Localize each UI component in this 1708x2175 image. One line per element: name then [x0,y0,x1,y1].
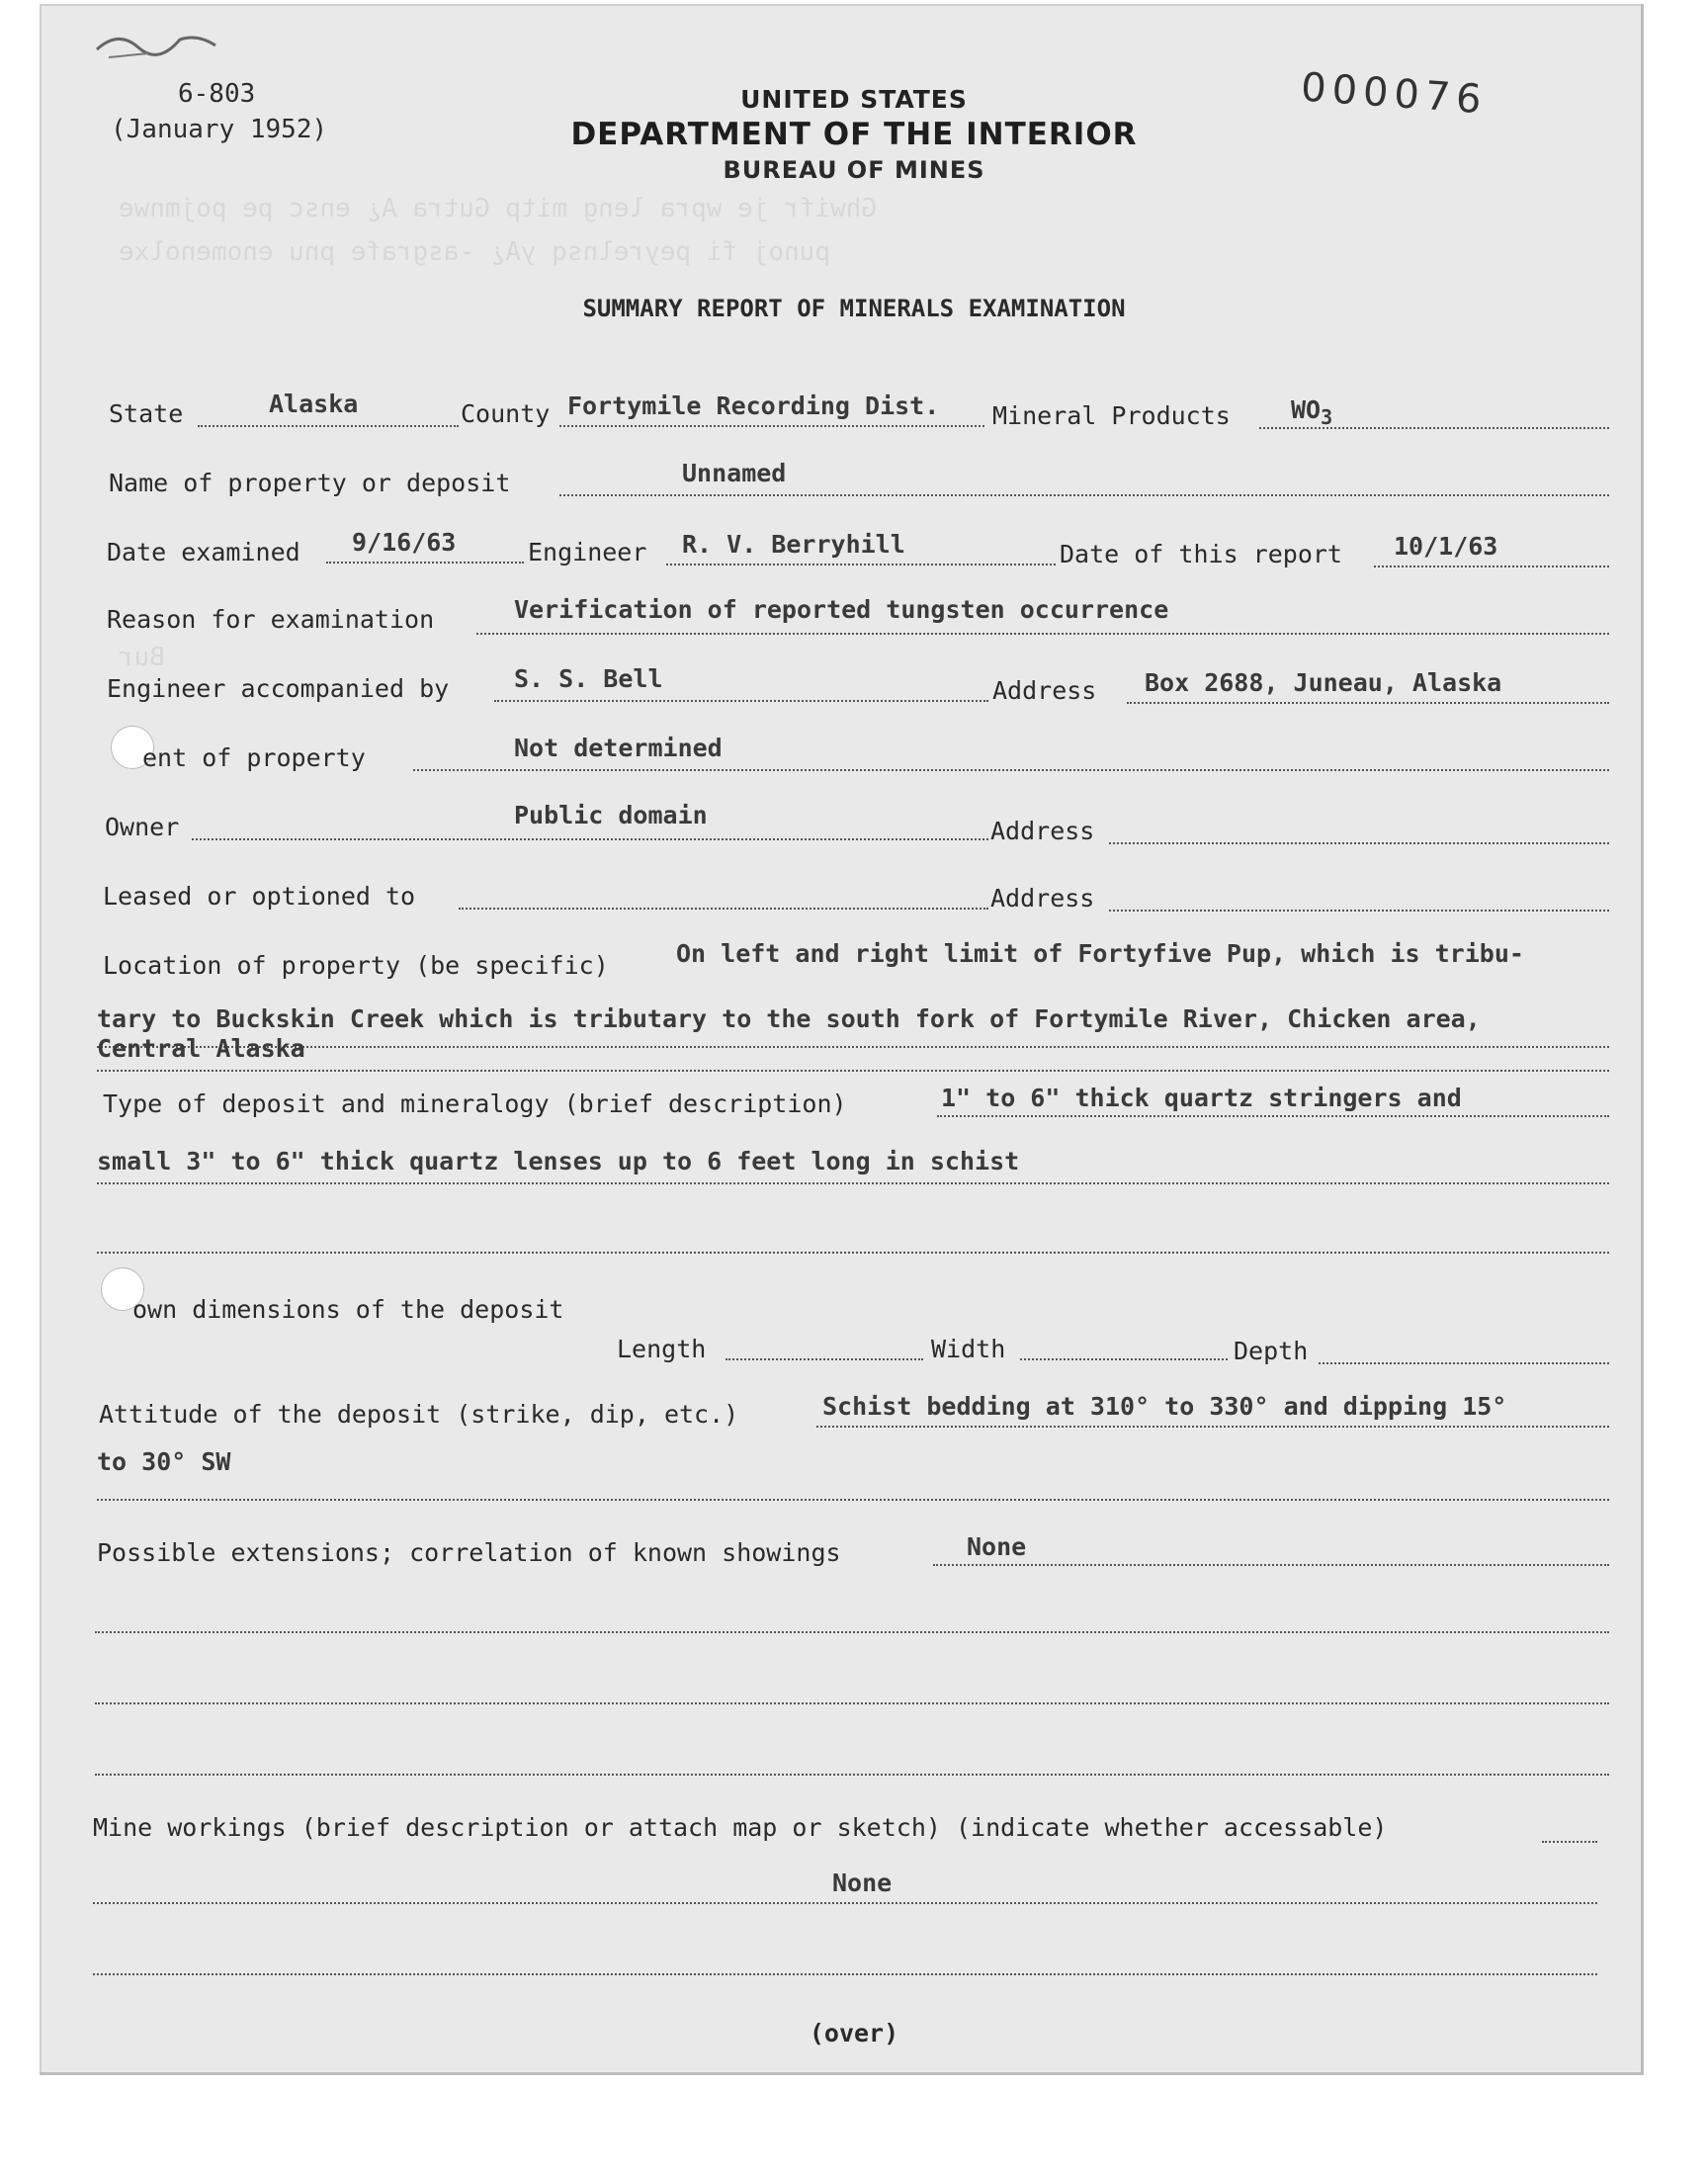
attitude-value-line1: Schist bedding at 310° to 330° and dipping 15° [822,1392,1507,1421]
over-note: (over) [809,2019,899,2047]
attitude-label: Attitude of the deposit (strike, dip, etc.) [99,1400,739,1429]
leased-address-line [1109,910,1609,912]
dimensions-label: own dimensions of the deposit [132,1295,564,1324]
document-number: 000076 [1299,64,1490,124]
property-label: Name of property or deposit [109,469,511,497]
owner-address-line [1109,842,1609,844]
engineer-line [666,564,1056,566]
date-report-line [1374,566,1609,567]
workings-value: None [832,1869,893,1897]
accompanied-label: Engineer accompanied by [107,674,450,703]
bleed-through-text: punoj fi peyrelnsq yA¿ -asgrafe pnu enomenolxe [119,237,831,267]
type-value-line1: 1" to 6" thick quartz stringers and [941,1084,1462,1112]
extensions-label: Possible extensions; correlation of known showings [97,1538,841,1567]
handwritten-mark [89,10,227,69]
location-line [97,1070,1609,1072]
extensions-line [933,1564,1609,1566]
location-value-line3: Central Alaska [97,1034,305,1063]
attitude-value-line2: to 30° SW [97,1447,231,1476]
workings-line [1542,1841,1597,1843]
form-id: 6-803 [178,79,256,109]
state-value: Alaska [269,390,359,418]
bleed-through-text: Ghwifr je wpra leng mitp Gutra A¿ ensc pe pojmnwe [119,194,878,223]
leased-label: Leased or optioned to [103,882,416,911]
accompanied-line [494,700,988,702]
date-report-label: Date of this report [1060,540,1342,568]
extensions-line [95,1774,1609,1776]
owner-line [192,838,988,840]
accompanied-value: S. S. Bell [514,664,663,693]
type-line [937,1115,1609,1117]
type-line [97,1252,1609,1254]
header-country: UNITED STATES [740,85,968,114]
accompanied-address-value: Box 2688, Juneau, Alaska [1145,668,1502,697]
mineral-label: Mineral Products [992,401,1231,430]
accompanied-address-line [1127,702,1609,704]
type-value-line2: small 3" to 6" thick quartz lenses up to 6 feet long in schist [97,1147,1020,1175]
attitude-line [816,1426,1609,1428]
accompanied-address-label: Address [992,676,1097,705]
length-line [726,1358,923,1360]
workings-label: Mine workings (brief description or attach map or sketch) (indicate whether accessable) [93,1813,1388,1842]
workings-line [93,1973,1597,1975]
property-line [559,494,1609,496]
attitude-line [97,1499,1609,1501]
county-value: Fortymile Recording Dist. [567,392,940,420]
header-department: DEPARTMENT OF THE INTERIOR [570,117,1138,152]
extent-label: ent of property [142,743,366,772]
location-label: Location of property (be specific) [103,951,609,980]
county-label: County [461,399,551,428]
leased-address-label: Address [990,884,1095,913]
mineral-value: $WO_3$ [1291,395,1333,429]
extensions-line [95,1631,1609,1633]
extent-line [413,769,1609,771]
type-line [97,1182,1609,1184]
date-report-value: 10/1/63 [1394,532,1498,561]
header-bureau: BUREAU OF MINES [723,156,985,184]
engineer-value: R. V. Berryhill [682,530,905,559]
extensions-line [95,1702,1609,1704]
depth-line [1319,1362,1609,1364]
date-examined-value: 9/16/63 [352,528,457,557]
reason-value: Verification of reported tungsten occurrence [514,595,1169,624]
width-label: Width [931,1335,1006,1363]
date-examined-label: Date examined [107,538,300,566]
reason-line [476,633,1609,635]
form-date: (January 1952) [111,115,328,144]
depth-label: Depth [1234,1337,1309,1365]
property-value: Unnamed [682,459,787,487]
state-label: State [109,399,184,428]
owner-address-label: Address [990,817,1095,845]
width-line [1020,1358,1228,1360]
location-value-line1: On left and right limit of Fortyfive Pup, which is tribu- [676,939,1524,968]
type-label: Type of deposit and mineralogy (brief description) [103,1089,847,1118]
state-line [198,425,459,427]
bleed-through-text: Bur [119,643,165,672]
location-line [97,1046,1609,1048]
reason-label: Reason for examination [107,605,435,634]
engineer-label: Engineer [528,538,647,566]
extensions-value: None [967,1532,1027,1561]
leased-line [459,908,988,910]
extent-value: Not determined [514,734,723,762]
workings-line [93,1902,1597,1904]
form-title: SUMMARY REPORT OF MINERALS EXAMINATION [582,295,1126,322]
length-label: Length [617,1335,707,1363]
county-line [559,425,984,427]
date-examined-line [326,562,524,564]
owner-label: Owner [105,813,180,841]
owner-value: Public domain [514,801,708,829]
location-value-line2: tary to Buckskin Creek which is tributary to the south fork of Fortymile River, Chicken area, [97,1004,1481,1033]
